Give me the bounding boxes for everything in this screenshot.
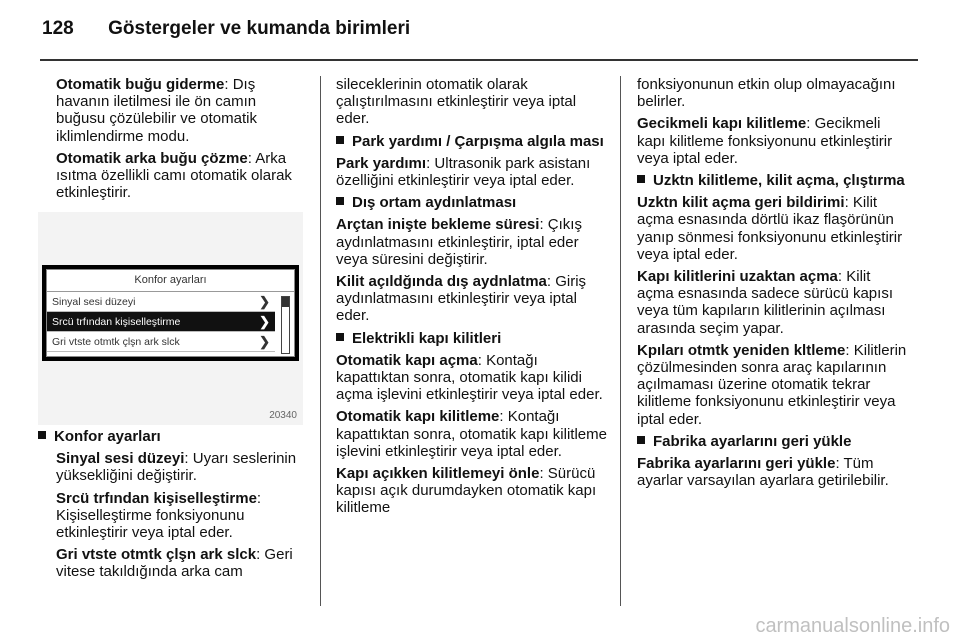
paragraph: Fabrika ayarlarını geri yükle: Tüm ayarlar varsayılan ayarlara getirilebilir. bbox=[637, 455, 889, 490]
paragraph: Srcü trfından kişiselleştirme: Kişiselleştirme fonksiyonunu etkinleştirir veya iptal eder. bbox=[56, 489, 262, 542]
paragraph: Kilit açıldğında dış aydnlatma: Giriş aydınlatmasını etkinleştirir veya iptal eder. bbox=[336, 273, 587, 325]
term: Otomatik buğu giderme bbox=[56, 76, 225, 93]
section-heading: Elektrikli kapı kilitleri bbox=[336, 330, 611, 347]
bullet-square-icon bbox=[637, 175, 645, 183]
paragraph: sileceklerinin otomatik olarak çalıştırılmasını etkinleştirir veya iptal eder. bbox=[336, 76, 577, 128]
paragraph: Arçtan inişte bekleme süresi: Çıkış aydınlatmasını etkinleştirir, iptal eder veya süresini değiştirir. bbox=[336, 216, 582, 268]
column-2 bbox=[336, 76, 611, 522]
header-rule bbox=[40, 59, 918, 61]
menu-item-reverse-wiper bbox=[47, 332, 275, 352]
bullet-square-icon bbox=[637, 436, 645, 444]
settings-menu bbox=[46, 269, 295, 357]
menu-item-label: Sinyal sesi düzeyi bbox=[52, 296, 136, 308]
page-title: Göstergeler ve kumanda birimleri bbox=[108, 18, 411, 39]
paragraph: Uzktn kilit açma geri bildirimi: Kilit açma esnasında dörtlü ikaz flaşörünün yanıp sönmesi fonksiyonunu etkinleştirir veya iptal eder. bbox=[637, 194, 903, 263]
page-number: 128 bbox=[42, 18, 74, 39]
menu-item-driver-personalization bbox=[47, 312, 275, 332]
section-heading: Fabrika ayarlarını geri yükle bbox=[637, 433, 907, 450]
section-heading: Uzktn kilitleme, kilit açma, çlıştırma bbox=[637, 172, 907, 189]
paragraph: Sinyal sesi düzeyi: Uyarı seslerinin yüksekliğini değiştirir. bbox=[56, 450, 297, 485]
paragraph bbox=[56, 150, 306, 202]
chevron-right-icon: ❯ bbox=[259, 314, 270, 329]
paragraph: Otomatik kapı kilitleme: Kontağı kapattıktan sonra, otomatik kapı kilitleme işlevini etkinleştirir veya iptal eder. bbox=[336, 408, 607, 460]
term-desc: : Arka ısıtma özellikli camı otomatik olarak etkinleştirir. bbox=[56, 149, 292, 202]
menu-title: Konfor ayarları bbox=[47, 270, 294, 292]
menu-item-signal-volume bbox=[47, 292, 275, 312]
paragraph: Park yardımı: Ultrasonik park asistanı özelliğini etkinleştirir veya iptal eder. bbox=[336, 154, 591, 190]
paragraph: fonksiyonunun etkin olup olmayacağını belirler. bbox=[637, 76, 896, 111]
chevron-right-icon: ❯ bbox=[259, 334, 270, 349]
menu-item-label: Srcü trfından kişiselleştirme bbox=[52, 316, 181, 328]
section-heading: Park yardımı / Çarpışma algıla ması bbox=[336, 133, 611, 150]
column-1-top bbox=[56, 76, 306, 206]
bullet-square-icon bbox=[336, 136, 344, 144]
scrollbar bbox=[281, 296, 290, 354]
term: Otomatik arka buğu çözme bbox=[56, 149, 248, 167]
section-heading: Dış ortam aydınlatması bbox=[336, 194, 611, 211]
column-divider bbox=[320, 76, 321, 606]
paragraph bbox=[56, 76, 306, 145]
menu-screen-figure bbox=[38, 212, 303, 425]
page-header bbox=[42, 18, 410, 46]
paragraph: Otomatik kapı açma: Kontağı kapattıktan sonra, otomatik kapı kilidi açma işlevini etkinleştirir veya iptal eder. bbox=[336, 351, 603, 404]
term-desc: : Dış havanın iletilmesi ile ön camın buğusu çözülebilir ve otomatik iklimlendirme modu. bbox=[56, 76, 257, 145]
paragraph: Kapı açıkken kilitlemeyi önle: Sürücü kapısı açık durumdayken otomatik kapı kilitleme bbox=[336, 465, 597, 517]
display-screen bbox=[42, 265, 299, 361]
column-1-bottom bbox=[38, 428, 308, 586]
paragraph: Kapı kilitlerini uzaktan açma: Kilit açma esnasında sadece sürücü kapısı veya tüm kapıların kilitlerinin açılması arasında seçim yapar. bbox=[637, 268, 893, 337]
menu-item-label: Gri vtste otmtk çlşn ark slck bbox=[52, 336, 180, 348]
bullet-square-icon bbox=[38, 431, 46, 439]
paragraph: Kpıları otmtk yeniden kltleme: Kilitlerin çözülmesinden sonra araç kapılarının açılmaması üzerine otomatik tekrar kilitleme fonksiyonunu etkinleştirir veya iptal eder. bbox=[637, 341, 907, 428]
scrollbar-thumb bbox=[282, 297, 289, 307]
chevron-right-icon: ❯ bbox=[259, 294, 270, 309]
section-heading: Konfor ayarları bbox=[38, 428, 308, 445]
watermark: carmanualsonline.info bbox=[755, 615, 950, 637]
column-3 bbox=[637, 76, 907, 494]
paragraph: Gecikmeli kapı kilitleme: Gecikmeli kapı kilitleme fonksiyonunu etkinleştirir veya iptal eder. bbox=[637, 115, 893, 167]
column-divider bbox=[620, 76, 621, 606]
paragraph: Gri vtste otmtk çlşn ark slck: Geri vitese takıldığında arka cam bbox=[56, 546, 293, 581]
bullet-square-icon bbox=[336, 333, 344, 341]
bullet-square-icon bbox=[336, 197, 344, 205]
figure-number: 20340 bbox=[269, 410, 297, 421]
